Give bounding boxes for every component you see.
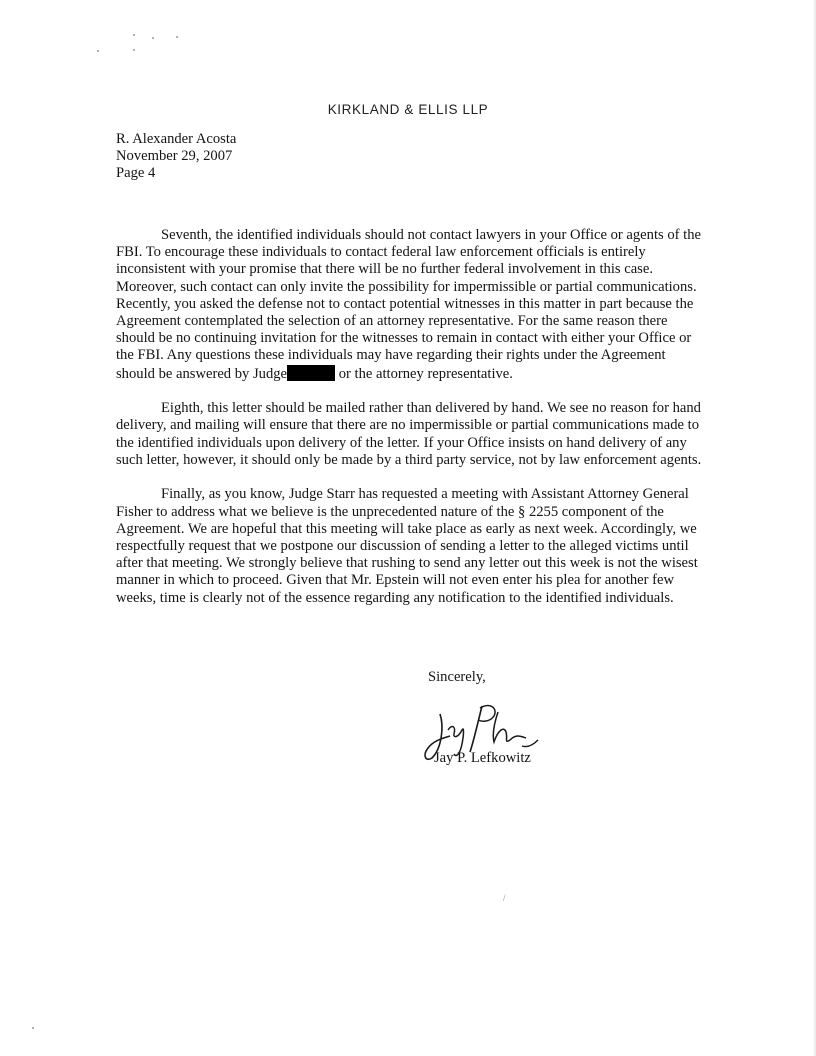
- paragraph-seventh: [116, 227, 702, 383]
- recipient-block: [116, 131, 236, 182]
- paragraph-seventh-text: Seventh, the identified individuals should not contact lawyers in your Office or agents of the FBI. To encourage these individuals to contact federal law enforcement officials is entirely inconsistent with your promise that there will be no further federal involvement in this case. Moreover, such contact can only invite the possibility for impermissible or partial communications. Recently, you asked the defense not to contact potential witnesses in this matter in part because the Agreement contemplated the selection of an attorney representative. For the same reason there should be no continuing invitation for the witnesses to remain in contact with either your Office or the FBI. Any questions these individuals may have regarding their rights under the Agreement should be answered by Judge: [116, 227, 701, 382]
- stray-mark: /: [503, 893, 506, 903]
- page-number: Page 4: [116, 165, 156, 181]
- scan-speck: [32, 1027, 34, 1029]
- paragraph-eighth: Eighth, this letter should be mailed rather than delivered by hand. We see no reason for hand delivery, and mailing will ensure that there are no impermissible or partial communications made to the identified individuals upon delivery of the letter. If your Office insists on hand delivery of any such letter, however, it should only be made by a third party service, not by law enforcement agents.: [116, 400, 702, 468]
- scan-speck: [176, 36, 178, 38]
- recipient-name: R. Alexander Acosta: [116, 131, 237, 147]
- closing-salutation: Sincerely,: [428, 669, 486, 685]
- paragraph-seventh-text-end: or the attorney representative.: [338, 365, 513, 382]
- paragraph-finally: Finally, as you know, Judge Starr has requested a meeting with Assistant Attorney General Fisher to address what we believe is the unprecedented nature of the § 2255 component of the Agreement. We are hopeful that this meeting will take place as early as next week. Accordingly, we respectfully request that we postpone our discussion of sending a letter to the alleged victims until after that meeting. We strongly believe that rushing to send any letter out this week is not the wisest manner in which to proceed. Given that Mr. Epstein will not even enter his plea for another few weeks, time is clearly not of the essence regarding any notification to the identified individuals.: [116, 486, 698, 606]
- letter-date: November 29, 2007: [116, 148, 233, 164]
- scan-speck: [133, 49, 135, 51]
- scan-speck: [133, 34, 135, 36]
- scan-speck: [97, 50, 99, 52]
- redaction-box: [287, 365, 335, 381]
- scan-speck: [152, 37, 154, 39]
- signer-name: Jay P. Lefkowitz: [434, 750, 531, 766]
- letterhead: KIRKLAND & ELLIS LLP: [327, 102, 489, 117]
- letter-body: [116, 227, 702, 624]
